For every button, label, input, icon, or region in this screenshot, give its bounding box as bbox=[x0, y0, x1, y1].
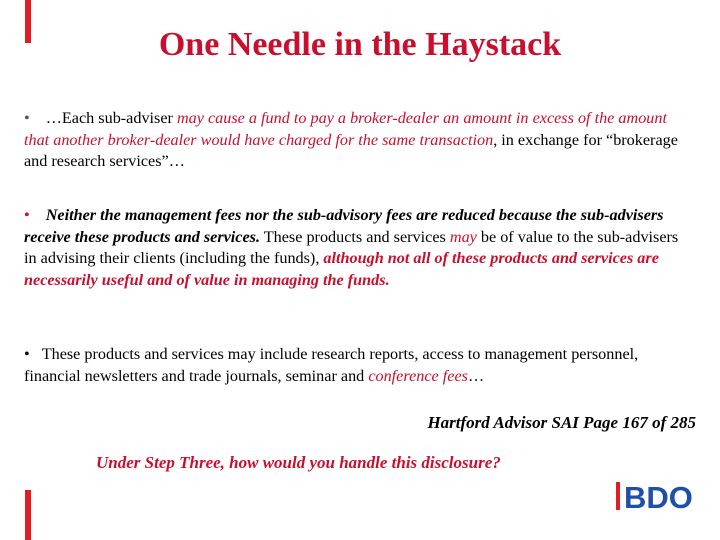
bullet-2: • bbox=[24, 206, 30, 224]
bullet-3: • bbox=[24, 345, 30, 363]
paragraph-1 bbox=[24, 108, 690, 173]
p2-highlight: although not all of these products and services are necessarily useful and of value in managing the funds. bbox=[24, 249, 659, 289]
bullet-1: • bbox=[24, 109, 30, 127]
p3-text-2: … bbox=[467, 366, 485, 385]
p3-text-1: These products and services may include research reports, access to management personnel, financial newsletters and trade journals, seminar and bbox=[24, 345, 639, 385]
question: Under Step Three, how would you handle this disclosure? bbox=[96, 453, 501, 472]
slide-title: One Needle in the Haystack bbox=[158, 26, 562, 63]
accent-bar-bottom bbox=[25, 490, 31, 540]
paragraph-2 bbox=[24, 205, 690, 291]
logo-text: BDO bbox=[624, 480, 693, 514]
p2-text-1: These products and services bbox=[260, 227, 450, 246]
p2-bold-1: Neither the management fees nor the sub-advisory fees are reduced because the sub-advisers receive these products and services. bbox=[24, 206, 664, 246]
citation: Hartford Advisor SAI Page 167 of 285 bbox=[427, 413, 696, 432]
bdo-logo-icon bbox=[616, 478, 704, 514]
p3-highlight: conference fees bbox=[368, 366, 468, 385]
p1-text-1: …Each sub-adviser bbox=[45, 109, 177, 127]
logo-accent-bar bbox=[616, 482, 620, 510]
p1-text-2: , in exchange for “brokerage and research services”… bbox=[24, 130, 678, 170]
p1-highlight: may cause a fund to pay a broker-dealer an amount in excess of the amount that another broker-dealer would have charged for the same transaction bbox=[24, 109, 667, 149]
paragraph-3 bbox=[24, 344, 690, 387]
p2-text-2: be of value to the sub-advisers in advising their clients (including the funds), bbox=[24, 227, 679, 267]
p2-may: may bbox=[449, 227, 477, 246]
